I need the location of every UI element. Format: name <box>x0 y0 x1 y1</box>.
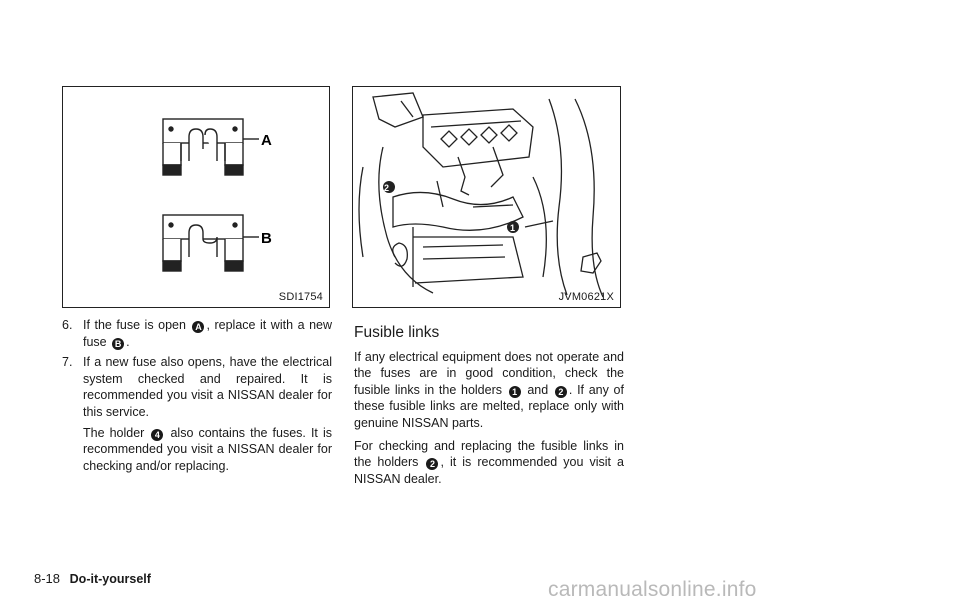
engine-illustration <box>353 87 620 307</box>
callout-4: 4 <box>151 429 163 441</box>
callout-2: 2 <box>426 458 438 470</box>
callout-a: A <box>192 321 204 333</box>
page-footer <box>34 571 151 586</box>
fuse-figure <box>62 86 330 308</box>
text-run: , replace it with a new fuse <box>83 318 332 349</box>
text-run: . If any of these fusible links are melted, replace only with genuine NISSAN parts. <box>354 382 624 430</box>
engine-label-1: 1 <box>510 223 516 233</box>
text-run: If any electrical equipment does not operate and the fuses are in good condition, check the fusible links in the holders <box>354 349 624 397</box>
figure-code: JVM0621X <box>558 291 614 303</box>
paragraph-1 <box>354 349 624 432</box>
step-number: 6. <box>62 318 73 332</box>
section-heading: Fusible links <box>354 324 440 341</box>
step-7-note <box>62 425 332 475</box>
text-run: also contains the fuses. It is recommended you visit a NISSAN dealer for checking and/or replacing. <box>83 425 332 473</box>
fuse-illustration <box>63 87 329 307</box>
section-name: Do-it-yourself <box>69 572 151 586</box>
callout-b: B <box>112 338 124 350</box>
text-run: and <box>527 382 549 397</box>
text-run: For checking and replacing the fusible links in the holders <box>354 438 624 470</box>
step-text <box>83 317 332 350</box>
text-run: . <box>126 334 130 349</box>
step-6 <box>62 317 332 350</box>
text-run: If the fuse is open <box>83 318 186 332</box>
callout-1: 1 <box>509 386 521 398</box>
engine-label-2: 2 <box>384 183 390 193</box>
left-column <box>62 317 332 474</box>
engine-figure <box>352 86 621 308</box>
step-text: If a new fuse also opens, have the electrical system checked and repaired. It is recommended you visit a NISSAN dealer for this service. <box>83 355 332 419</box>
text-run: , it is recommended you visit a NISSAN dealer. <box>354 455 624 486</box>
text-run: The holder <box>83 425 145 440</box>
paragraph-2 <box>354 438 624 488</box>
callout-2: 2 <box>555 386 567 398</box>
fuse-label-a: A <box>261 132 272 149</box>
watermark: carmanualsonline.info <box>548 578 757 601</box>
step-number: 7. <box>62 355 73 370</box>
page-number: 8-18 <box>34 571 61 586</box>
right-column <box>354 317 624 493</box>
figure-code: SDI1754 <box>278 291 323 303</box>
fuse-label-b: B <box>261 230 272 247</box>
step-7 <box>62 354 332 420</box>
